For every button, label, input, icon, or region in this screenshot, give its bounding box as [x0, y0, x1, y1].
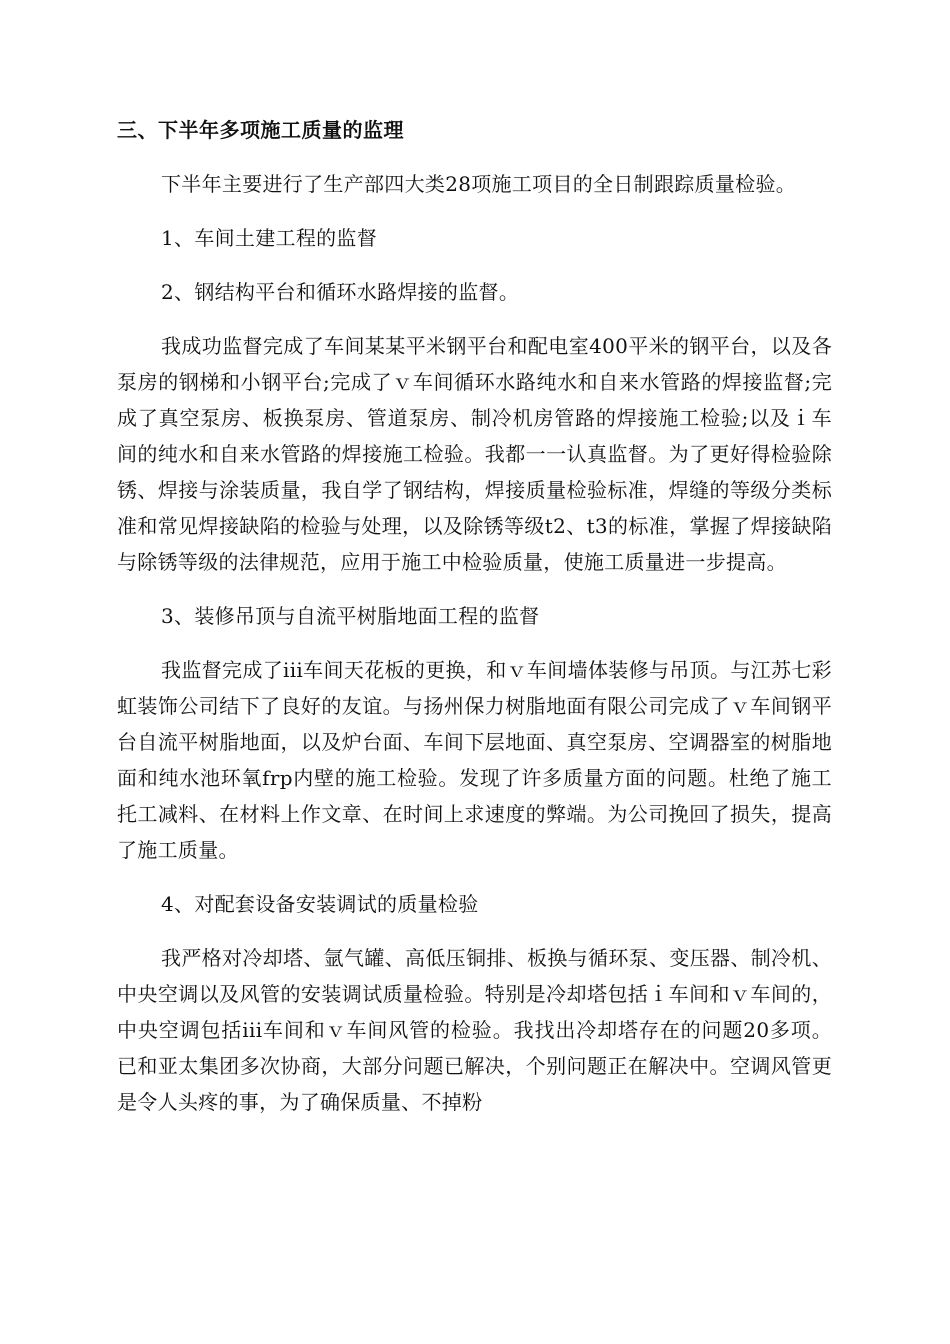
- item2-title: 2、钢结构平台和循环水路焊接的监督。: [161, 280, 520, 304]
- intro-paragraph: 下半年主要进行了生产部四大类28项施工项目的全日制跟踪质量检验。: [161, 172, 797, 196]
- item2-paragraph: 我成功监督完成了车间某某平米钢平台和配电室400平米的钢平台，以及各泵房的钢梯和小钢平台;完成了ｖ车间循环水路纯水和自来水管路的焊接监督;完成了真空泵房、板换泵房、管道泵房、制冷机房管路的焊接施工检验;以及ｉ车间的纯水和自来水管路的焊接施工检验。我都一一认真监督。为了更好得检验除锈、焊接与涂装质量，我自学了钢结构，焊接质量检验标准，焊缝的等级分类标准和常见焊接缺陷的检验与处理，以及除锈等级t2、t3的标准，掌握了焊接缺陷与除锈等级的法律规范，应用于施工中检验质量，使施工质量进一步提高。: [117, 334, 832, 574]
- document-body: [117, 112, 832, 1120]
- section-title: 三、下半年多项施工质量的监理: [117, 118, 404, 142]
- item4-title: 4、对配套设备安装调试的质量检验: [161, 892, 479, 916]
- item1-title: 1、车间土建工程的监督: [161, 226, 378, 250]
- item4-paragraph: 我严格对冷却塔、氩气罐、高低压铜排、板换与循环泵、变压器、制冷机、中央空调以及风管的安装调试质量检验。特别是冷却塔包括ｉ车间和ｖ车间的，中央空调包括iii车间和ｖ车间风管的检验。我找出冷却塔存在的问题20多项。已和亚太集团多次协商，大部分问题已解决，个别问题正在解决中。空调风管更是令人头疼的事，为了确保质量、不掉粉: [117, 946, 832, 1114]
- item3-paragraph: 我监督完成了iii车间天花板的更换，和ｖ车间墙体装修与吊顶。与江苏七彩虹装饰公司结下了良好的友谊。与扬州保力树脂地面有限公司完成了ｖ车间钢平台自流平树脂地面，以及炉台面、车间下层地面、真空泵房、空调器室的树脂地面和纯水池环氧frp内壁的施工检验。发现了许多质量方面的问题。杜绝了施工托工减料、在材料上作文章、在时间上求速度的弊端。为公司挽回了损失，提高了施工质量。: [117, 658, 832, 862]
- item3-title: 3、装修吊顶与自流平树脂地面工程的监督: [161, 604, 540, 628]
